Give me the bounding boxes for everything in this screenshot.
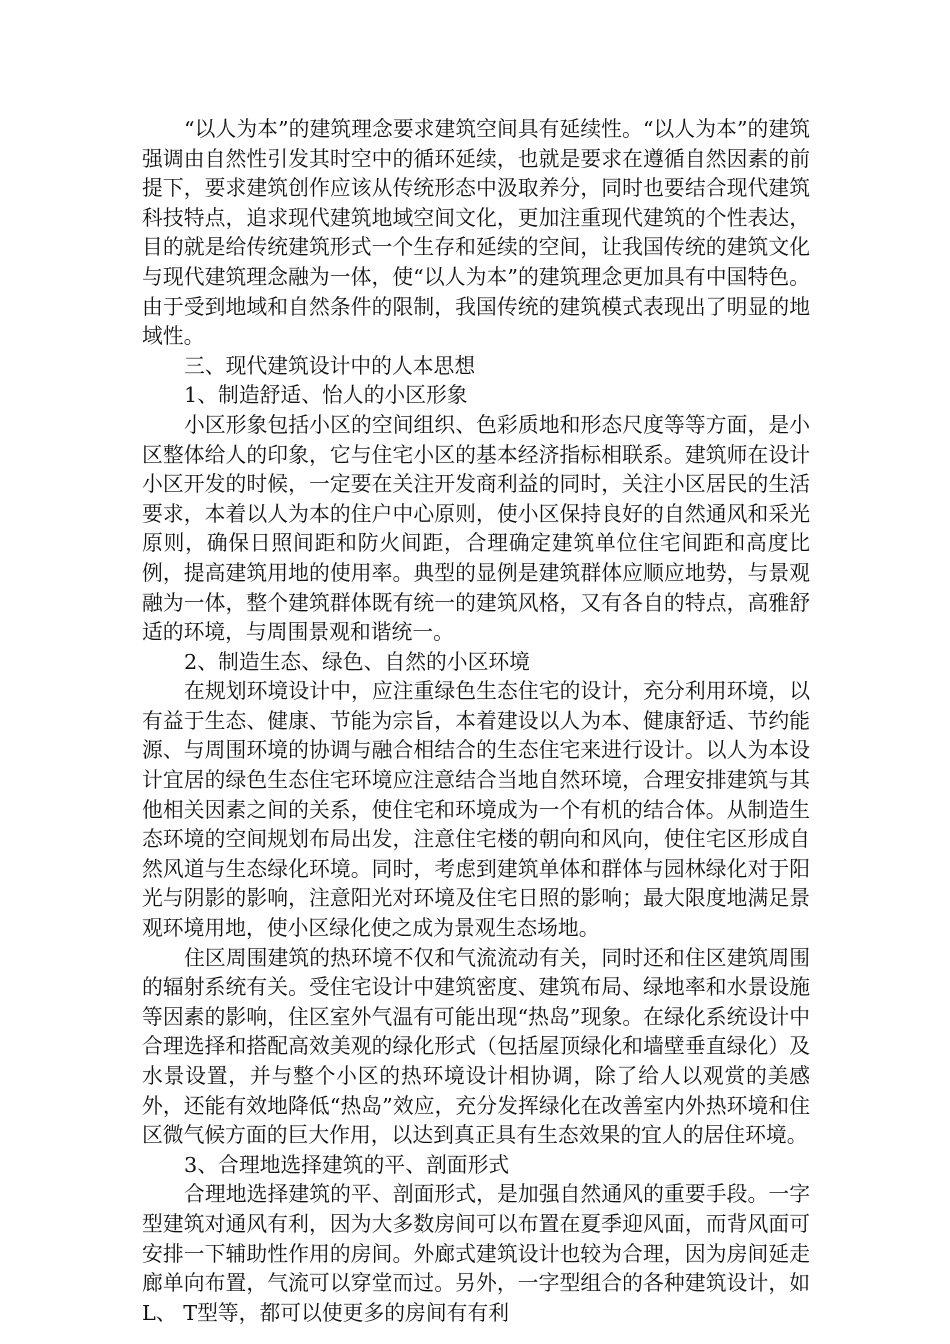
subheading-1: 1、制造舒适、怡人的小区形象: [184, 383, 468, 408]
document-body: [142, 115, 810, 1328]
subheading-3: 3、合理地选择建筑的平、剖面形式: [184, 1152, 510, 1177]
paragraph-people-oriented-continuity: “以人为本”的建筑理念要求建筑空间具有延续性。“以人为本”的建筑强调由自然性引发其时空中的循环延续，也就是要求在遵循自然因素的前提下，要求建筑创作应该从传统形态中汲取养分，同时也要结合现代建筑科技特点，追求现代建筑地域空间文化，更加注重现代建筑的个性表达，目的就是给传统建筑形式一个生存和延续的空间，让我国传统的建筑文化与现代建筑理念融为一体，使“以人为本”的建筑理念更加具有中国特色。由于受到地域和自然条件的限制，我国传统的建筑模式表现出了明显的地域性。: [142, 117, 810, 349]
subheading-2: 2、制造生态、绿色、自然的小区环境: [184, 649, 530, 674]
paragraph-community-image: 小区形象包括小区的空间组织、色彩质地和形态尺度等等方面，是小区整体给人的印象，它与住宅小区的基本经济指标相联系。建筑师在设计小区开发的时候，一定要在关注开发商利益的同时，关注小区居民的生活要求，本着以人为本的住户中心原则，使小区保持良好的自然通风和采光原则，确保日照间距和防火间距，合理确定建筑单位住宅间距和高度比例，提高建筑用地的使用率。典型的显例是建筑群体应顺应地势，与景观融为一体，整个建筑群体既有统一的建筑风格，又有各自的特点，高雅舒适的环境，与周围景观和谐统一。: [142, 412, 810, 645]
paragraph-plan-section-form: 合理地选择建筑的平、剖面形式，是加强自然通风的重要手段。一字型建筑对通风有利，因为大多数房间可以布置在夏季迎风面，而背风面可安排一下辅助性作用的房间。外廊式建筑设计也较为合理，因为房间延走廊单向布置，气流可以穿堂而过。另外，一字型组合的各种建筑设计，如 L、 T型等，都可以使更多的房间有有利: [142, 1182, 810, 1325]
section-heading-3: 三、现代建筑设计中的人本思想: [184, 353, 476, 378]
paragraph-heat-island: 住区周围建筑的热环境不仅和气流流动有关，同时还和住区建筑周围的辐射系统有关。受住宅设计中建筑密度、建筑布局、绿地率和水景设施等因素的影响，住区室外气温有可能出现“热岛”现象。在绿化系统设计中合理选择和搭配高效美观的绿化形式（包括屋顶绿化和墙壁垂直绿化）及水景设置，并与整个小区的热环境设计相协调，除了给人以观赏的美感外，还能有效地降低“热岛”效应，充分发挥绿化在改善室内外热环境和住区微气候方面的巨大作用，以达到真正具有生态效果的宜人的居住环境。: [142, 945, 810, 1148]
paragraph-eco-environment: 在规划环境设计中，应注重绿色生态住宅的设计，充分利用环境，以有益于生态、健康、节能为宗旨，本着建设以人为本、健康舒适、节约能源、与周围环境的协调与融合相结合的生态住宅来进行设计。以人为本设计宜居的绿色生态住宅环境应注意结合当地自然环境，合理安排建筑与其他相关因素之间的关系，使住宅和环境成为一个有机的结合体。从制造生态环境的空间规划布局出发，注意住宅楼的朝向和风向，使住宅区形成自然风道与生态绿化环境。同时，考虑到建筑单体和群体与园林绿化对于阳光与阴影的影响，注意阳光对环境及住宅日照的影响；最大限度地满足景观环境用地，使小区绿化使之成为景观生态场地。: [142, 679, 810, 941]
